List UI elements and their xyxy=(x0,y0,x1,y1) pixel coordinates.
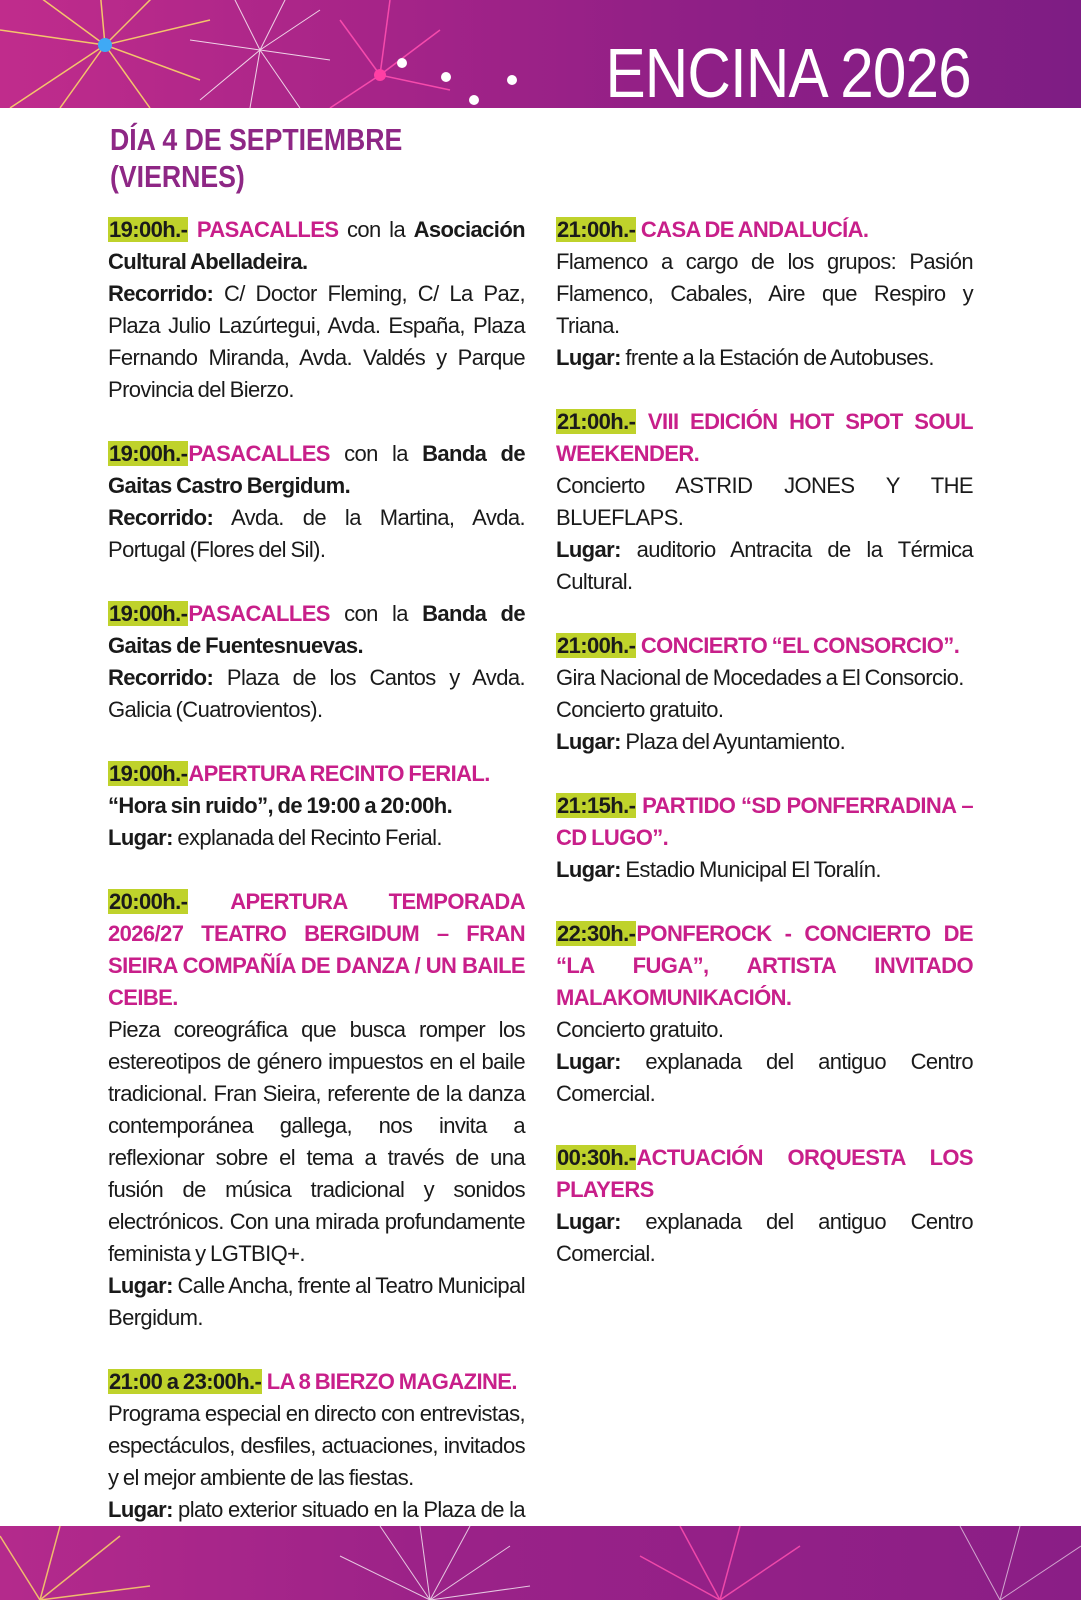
event-item xyxy=(556,630,973,758)
day-heading xyxy=(110,121,471,195)
detail-text: Pieza coreográfica que busca romper los estereotipos de género impuestos en el baile tradicional. Fran Sieira, referente de la danza contemporánea gallega, nos invita a reflexionar sobre el tema a través de una fusión de música tradicional y sonidos electrónicos. Con una mirada profundamente feminista y LGTBIQ+. xyxy=(108,1017,525,1266)
event-time: 21:00h.- xyxy=(557,409,636,434)
detail-text: explanada del antiguo Centro Comercial. xyxy=(556,1209,973,1266)
event-title: VIII EDICIÓN HOT SPOT SOUL WEEKENDER. xyxy=(556,409,974,466)
event-time: 21:00 a 23:00h.- xyxy=(109,1369,262,1394)
event-item xyxy=(108,598,525,726)
day-heading-date: DÍA 4 DE SEPTIEMBRE xyxy=(110,122,403,157)
event-title: APERTURA RECINTO FERIAL. xyxy=(188,761,490,786)
event-time: 22:30h.- xyxy=(557,921,636,946)
event-item xyxy=(108,758,525,854)
event-time: 21:00h.- xyxy=(557,217,636,242)
detail-label: Lugar: xyxy=(556,1049,621,1074)
detail-text: Concierto gratuito. xyxy=(556,697,724,722)
event-item xyxy=(108,438,525,566)
detail-text: Plaza del Ayuntamiento. xyxy=(620,729,846,754)
detail-text: Gira Nacional de Mocedades a El Consorcio. xyxy=(556,665,964,690)
event-item xyxy=(556,406,973,598)
detail-label: Lugar: xyxy=(556,1209,621,1234)
event-time: 20:00h.- xyxy=(109,889,188,914)
event-connector: con la xyxy=(329,441,423,466)
event-title: PARTIDO “SD PONFERRADINA – CD LUGO”. xyxy=(556,793,973,850)
detail-text: explanada del antiguo Centro Comercial. xyxy=(556,1049,973,1106)
event-item xyxy=(556,790,973,886)
detail-text: Programa especial en directo con entrevistas, espectáculos, desfiles, actuaciones, invitados y el mejor ambiente de las fiestas. xyxy=(108,1401,525,1490)
detail-label: Lugar: xyxy=(556,345,621,370)
header-band xyxy=(0,0,1081,108)
detail-text: auditorio Antracita de la Térmica Cultural. xyxy=(556,537,973,594)
event-title: PASACALLES xyxy=(188,601,330,626)
event-time: 19:00h.- xyxy=(109,441,188,466)
event-title: CASA DE ANDALUCÍA. xyxy=(640,217,869,242)
event-time: 19:00h.- xyxy=(109,217,188,242)
detail-label: Recorrido: xyxy=(108,505,214,530)
detail-text: Estadio Municipal El Toralín. xyxy=(620,857,881,882)
detail-text: Flamenco a cargo de los grupos: Pasión Flamenco, Cabales, Aire que Respiro y Triana. xyxy=(556,249,973,338)
detail-label: Recorrido: xyxy=(108,281,214,306)
event-time: 19:00h.- xyxy=(109,601,188,626)
detail-text: Plaza de los Cantos y Avda. Galicia (Cuatrovientos). xyxy=(108,665,525,722)
event-title: PASACALLES xyxy=(196,217,339,242)
event-item xyxy=(108,214,525,406)
footer-band xyxy=(0,1526,1081,1600)
event-title: ENCINA 2026 xyxy=(605,34,971,108)
day-heading-weekday: (VIERNES) xyxy=(110,159,245,194)
detail-text: Concierto gratuito. xyxy=(556,1017,724,1042)
event-item xyxy=(108,886,525,1334)
event-title: APERTURA TEMPORADA 2026/27 TEATRO BERGIDUM – FRAN SIEIRA COMPAÑÍA DE DANZA / UN BAILE CEIBE. xyxy=(108,889,525,1010)
event-item xyxy=(556,918,973,1110)
event-organizer: Banda de Gaitas Castro Bergidum. xyxy=(108,441,525,498)
event-time: 19:00h.- xyxy=(109,761,188,786)
left-column xyxy=(108,214,525,1590)
event-title: PONFEROCK - CONCIERTO DE “LA FUGA”, ARTISTA INVITADO MALAKOMUNIKACIÓN. xyxy=(556,921,973,1010)
event-time: 00:30h.- xyxy=(557,1145,636,1170)
event-time: 21:15h.- xyxy=(557,793,636,818)
event-connector: con la xyxy=(329,601,423,626)
detail-label: Lugar: xyxy=(556,857,621,882)
event-item xyxy=(556,214,973,374)
detail-label: Lugar: xyxy=(108,825,173,850)
fireworks-graphic xyxy=(0,1526,1081,1600)
event-time: 21:00h.- xyxy=(557,633,636,658)
right-column xyxy=(556,214,973,1302)
detail-label: Lugar: xyxy=(108,1273,173,1298)
detail-label: Lugar: xyxy=(556,729,621,754)
detail-label: Lugar: xyxy=(108,1497,173,1522)
detail-label: Recorrido: xyxy=(108,665,214,690)
event-title: LA 8 BIERZO MAGAZINE. xyxy=(266,1369,517,1394)
detail-text: C/ Doctor Fleming, C/ La Paz, Plaza Julio Lazúrtegui, Avda. España, Plaza Fernando Miranda, Avda. Valdés y Parque Provincia del Bierzo. xyxy=(108,281,525,402)
detail-text: Calle Ancha, frente al Teatro Municipal Bergidum. xyxy=(108,1273,525,1330)
detail-label: “Hora sin ruido”, de 19:00 a 20:00h. xyxy=(108,793,453,818)
event-organizer: Asociación Cultural Abelladeira. xyxy=(108,217,525,274)
event-title: ACTUACIÓN ORQUESTA LOS PLAYERS xyxy=(556,1145,973,1202)
event-organizer: Banda de Gaitas de Fuentesnuevas. xyxy=(108,601,525,658)
event-connector: con la xyxy=(338,217,414,242)
detail-label: Lugar: xyxy=(556,537,621,562)
detail-text: explanada del Recinto Ferial. xyxy=(172,825,442,850)
event-title: PASACALLES xyxy=(188,441,330,466)
detail-text: frente a la Estación de Autobuses. xyxy=(620,345,934,370)
detail-text: Concierto ASTRID JONES Y THE BLUEFLAPS. xyxy=(556,473,973,530)
event-title: CONCIERTO “EL CONSORCIO”. xyxy=(640,633,960,658)
detail-text: Avda. de la Martina, Avda. Portugal (Flores del Sil). xyxy=(108,505,525,562)
event-item xyxy=(556,1142,973,1270)
detail-text: plato exterior situado en la Plaza de la xyxy=(178,1497,525,1522)
